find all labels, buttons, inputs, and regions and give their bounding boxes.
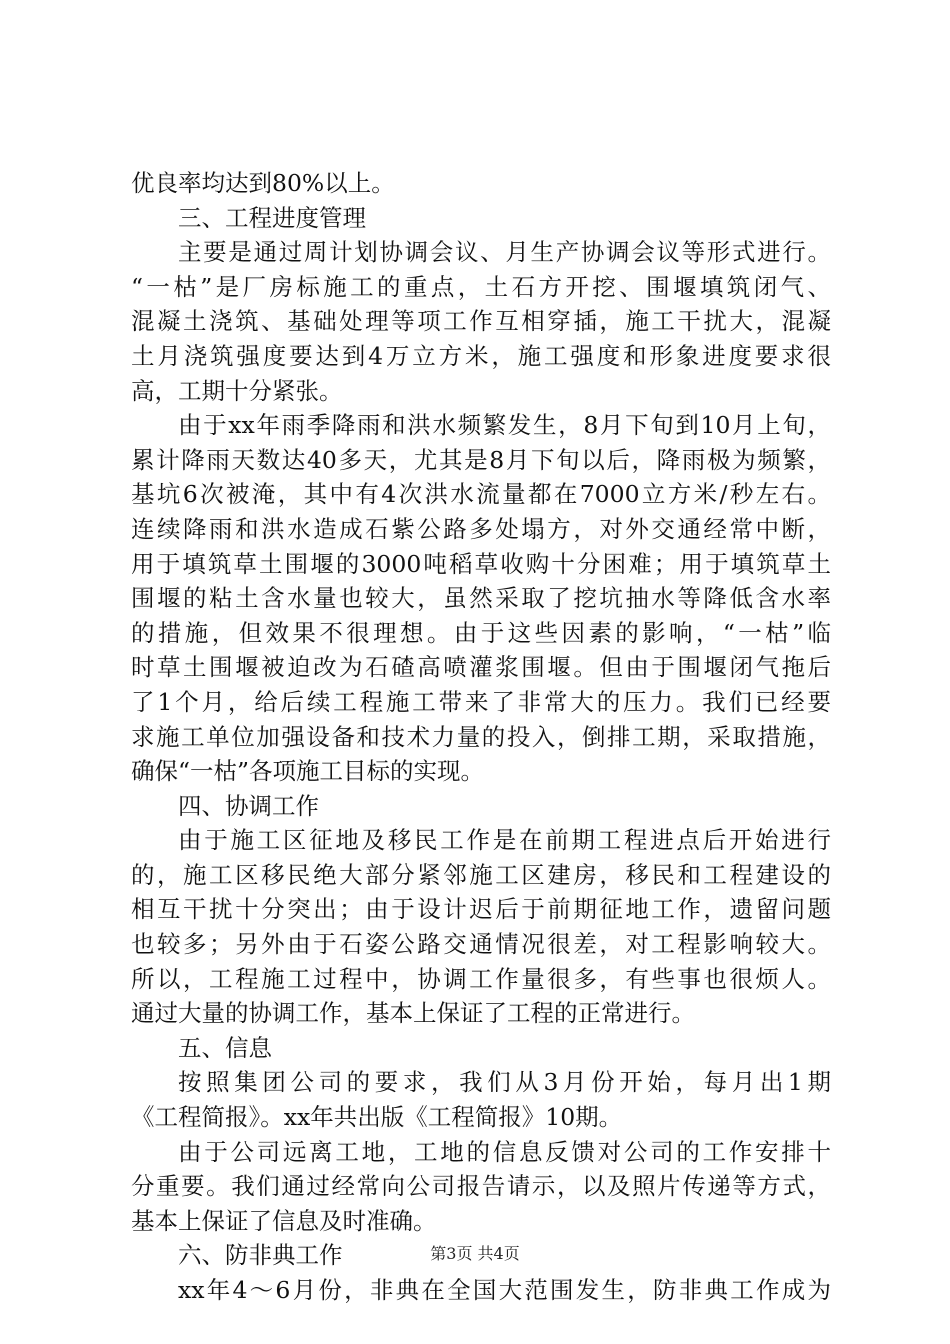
paragraph-line: 基本上保证了信息及时准确。 <box>131 1206 437 1235</box>
paragraph-line: “一枯”是厂房标施工的重点，土石方开挖、围堰填筑闭气、 <box>131 272 831 301</box>
document-body <box>131 166 831 1308</box>
paragraph-line: 由于公司远离工地，工地的信息反馈对公司的工作安排十 <box>178 1137 831 1166</box>
section-heading: 五、信息 <box>178 1033 272 1062</box>
paragraph-line: 用于填筑草土围堰的3000吨稻草收购十分困难；用于填筑草土 <box>131 549 831 578</box>
paragraph-line: 连续降雨和洪水造成石紫公路多处塌方，对外交通经常中断， <box>131 514 831 543</box>
section-heading: 六、防非典工作 <box>178 1241 343 1270</box>
paragraph-line: 优良率均达到80%以上。 <box>131 169 395 197</box>
paragraph-line: 的措施，但效果不很理想。由于这些因素的影响，“一枯”临 <box>131 618 831 647</box>
page-number: 第3页 共4页 <box>430 1244 520 1263</box>
paragraph-line: 按照集团公司的要求，我们从3月份开始，每月出1期 <box>178 1068 831 1097</box>
section-heading: 三、工程进度管理 <box>178 203 366 232</box>
paragraph-line: 基坑6次被淹，其中有4次洪水流量都在7000立方米/秒左右。 <box>131 480 831 509</box>
paragraph-line: 所以，工程施工过程中，协调工作量很多，有些事也很烦人。 <box>131 964 831 993</box>
paragraph-line: xx年4～6月份，非典在全国大范围发生，防非典工作成为 <box>178 1276 831 1304</box>
paragraph-line: 了1个月，给后续工程施工带来了非常大的压力。我们已经要 <box>131 687 831 716</box>
paragraph-line: 也较多；另外由于石姿公路交通情况很差，对工程影响较大。 <box>131 930 831 959</box>
paragraph-line: 《工程简报》。xx年共出版《工程简报》10期。 <box>131 1103 623 1132</box>
paragraph-line: 围堰的粘土含水量也较大，虽然采取了挖坑抽水等降低含水率 <box>131 584 831 613</box>
paragraph-line: 相互干扰十分突出；由于设计迟后于前期征地工作，遗留问题 <box>131 895 831 924</box>
paragraph-line: 时草土围堰被迫改为石碴高喷灌浆围堰。但由于围堰闭气拖后 <box>131 653 831 682</box>
paragraph-line: 由于施工区征地及移民工作是在前期工程进点后开始进行 <box>178 826 831 855</box>
section-heading: 四、协调工作 <box>178 791 319 820</box>
paragraph-line: 土月浇筑强度要达到4万立方米，施工强度和形象进度要求很 <box>131 341 831 370</box>
paragraph-line: 主要是通过周计划协调会议、月生产协调会议等形式进行。 <box>178 238 831 267</box>
paragraph-line: 求施工单位加强设备和技术力量的投入，倒排工期，采取措施， <box>131 722 831 751</box>
paragraph-line: 由于xx年雨季降雨和洪水频繁发生，8月下旬到10月上旬， <box>178 411 831 440</box>
paragraph-line: 分重要。我们通过经常向公司报告请示，以及照片传递等方式， <box>131 1172 831 1201</box>
paragraph-line: 混凝土浇筑、基础处理等项工作互相穿插，施工干扰大，混凝 <box>131 307 831 336</box>
paragraph-line: 累计降雨天数达40多天，尤其是8月下旬以后，降雨极为频繁， <box>131 445 831 474</box>
paragraph-line: 通过大量的协调工作，基本上保证了工程的正常进行。 <box>131 999 695 1028</box>
paragraph-line: 确保“一枯”各项施工目标的实现。 <box>131 757 485 786</box>
paragraph-line: 的，施工区移民绝大部分紧邻施工区建房，移民和工程建设的 <box>131 860 831 889</box>
paragraph-line: 高，工期十分紧张。 <box>131 376 343 405</box>
